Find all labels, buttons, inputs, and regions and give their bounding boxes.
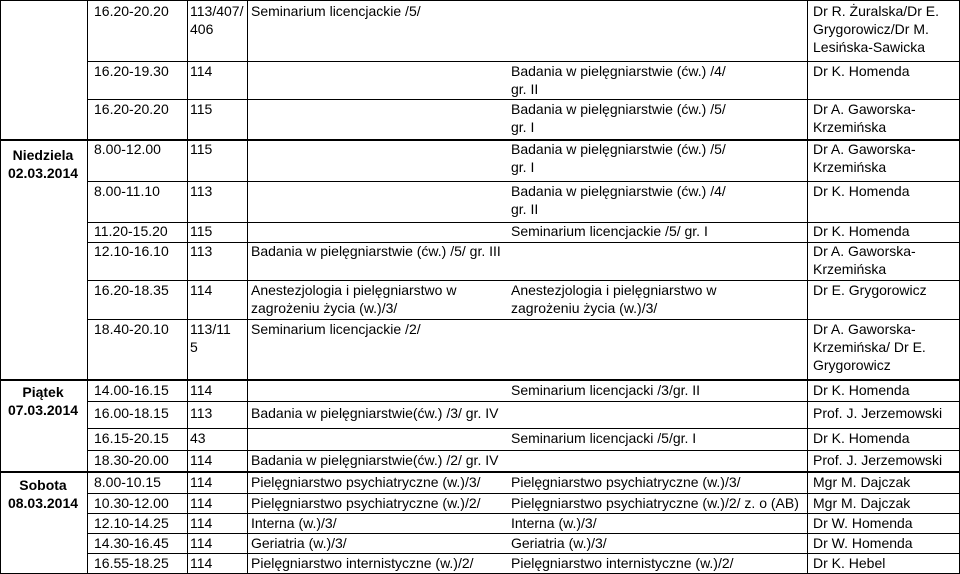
day-date: 02.03.2014 bbox=[7, 165, 79, 181]
time-cell: 16.15-20.15 bbox=[94, 430, 169, 446]
day-date: 08.03.2014 bbox=[7, 495, 79, 511]
room-column-divider bbox=[247, 1, 248, 573]
time-cell: 16.55-18.25 bbox=[94, 555, 169, 571]
time-cell: 10.30-12.00 bbox=[94, 495, 169, 511]
course-cell: Anestezjologia i pielęgniarstwo w zagrożeniu życia (w.)/3/ bbox=[511, 282, 717, 316]
teacher-cell: Dr K. Homenda bbox=[813, 430, 910, 446]
room-cell: 114 bbox=[190, 452, 213, 468]
course-cell: Badania w pielęgniarstwie (ćw.) /5/ gr. I bbox=[511, 101, 726, 135]
time-cell: 16.20-18.35 bbox=[94, 282, 169, 298]
course-cell: Seminarium licencjackie /2/ bbox=[251, 321, 421, 337]
course-cell: Seminarium licencjackie /5/ bbox=[251, 3, 421, 19]
time-cell: 8.00-12.00 bbox=[94, 141, 161, 157]
course-cell: Interna (w.)/3/ bbox=[251, 515, 337, 531]
room-cell: 114 bbox=[190, 63, 213, 79]
course-cell: Pielęgniarstwo internistyczne (w.)/2/ bbox=[251, 555, 474, 571]
time-cell: 16.20-20.20 bbox=[94, 101, 169, 117]
day-name: Niedziela bbox=[12, 147, 74, 163]
course-cell: Pielęgniarstwo internistyczne (w.)/2/ bbox=[511, 555, 734, 571]
time-cell: 14.00-16.15 bbox=[94, 382, 169, 398]
course-cell: Seminarium licencjacki /5/gr. I bbox=[511, 430, 697, 446]
room-cell: 114 bbox=[190, 382, 213, 398]
time-cell: 16.20-20.20 bbox=[94, 3, 169, 19]
room-cell: 114 bbox=[190, 555, 213, 571]
time-cell: 8.00-11.10 bbox=[94, 183, 160, 199]
teacher-cell: Dr K. Homenda bbox=[813, 183, 910, 199]
course-cell: Anestezjologia i pielęgniarstwo w zagrożeniu życia (w.)/3/ bbox=[251, 282, 457, 316]
course-cell: Badania w pielęgniarstwie (ćw.) /4/ gr. II bbox=[511, 63, 726, 97]
teacher-cell: Mgr M. Dajczak bbox=[813, 495, 911, 511]
teacher-cell: Dr E. Grygorowicz bbox=[813, 282, 927, 298]
row-separator bbox=[87, 401, 959, 402]
day-date: 07.03.2014 bbox=[7, 402, 79, 418]
teacher-cell: Dr A. Gaworska- Krzemińska bbox=[813, 243, 916, 277]
course-cell: Seminarium licencjackie /5/ gr. I bbox=[511, 223, 708, 239]
course-cell: Badania w pielęgniarstwie(ćw.) /2/ gr. IV bbox=[251, 452, 499, 468]
time-cell: 18.30-20.00 bbox=[94, 452, 169, 468]
course-cell: Geriatria (w.)/3/ bbox=[251, 535, 347, 551]
time-cell: 18.40-20.10 bbox=[94, 321, 169, 337]
time-cell: 16.00-18.15 bbox=[94, 405, 169, 421]
room-cell: 113 bbox=[190, 183, 213, 199]
day-name: Piątek bbox=[22, 384, 64, 400]
course-cell: Pielęgniarstwo psychiatryczne (w.)/2/ z. o (AB) bbox=[511, 495, 799, 511]
course-cell: Pielęgniarstwo psychiatryczne (w.)/3/ bbox=[251, 474, 481, 490]
day-column-divider bbox=[87, 1, 88, 573]
teacher-cell: Prof. J. Jerzemowski bbox=[813, 452, 943, 468]
time-cell: 14.30-16.45 bbox=[94, 535, 169, 551]
time-cell: 11.20-15.20 bbox=[94, 223, 168, 239]
course-cell: Seminarium licencjacki /3/gr. II bbox=[511, 382, 701, 398]
room-cell: 114 bbox=[190, 535, 213, 551]
time-cell: 16.20-19.30 bbox=[94, 63, 169, 79]
teacher-cell: Dr W. Homenda bbox=[813, 515, 913, 531]
room-cell: 43 bbox=[190, 430, 206, 446]
room-cell: 115 bbox=[190, 223, 213, 239]
teacher-cell: Dr A. Gaworska- Krzemińska bbox=[813, 101, 916, 135]
teacher-cell: Dr K. Homenda bbox=[813, 223, 910, 239]
room-cell: 113/407/ 406 bbox=[190, 3, 244, 37]
day-name: Sobota bbox=[19, 477, 67, 493]
teacher-cell: Dr R. Żuralska/Dr E. Grygorowicz/Dr M. Lesińska-Sawicka bbox=[813, 3, 940, 55]
room-cell: 114 bbox=[190, 495, 213, 511]
time-cell: 12.10-16.10 bbox=[94, 243, 169, 259]
teacher-cell: Dr K. Hebel bbox=[813, 555, 886, 571]
teacher-cell: Prof. J. Jerzemowski bbox=[813, 405, 943, 421]
teacher-cell: Dr K. Homenda bbox=[813, 63, 910, 79]
course-cell: Badania w pielęgniarstwie (ćw.) /5/ gr. I bbox=[511, 141, 726, 175]
course-cell: Interna (w.)/3/ bbox=[511, 515, 597, 531]
teacher-column-divider bbox=[807, 1, 808, 573]
course-cell: Badania w pielęgniarstwie (ćw.) /4/ gr. II bbox=[511, 183, 726, 217]
room-cell: 113/11 5 bbox=[190, 321, 231, 355]
teacher-cell: Dr A. Gaworska- Krzemińska/ Dr E. Grygorowicz bbox=[813, 321, 926, 373]
room-cell: 115 bbox=[190, 141, 213, 157]
course-cell: Pielęgniarstwo psychiatryczne (w.)/2/ bbox=[251, 495, 481, 511]
room-cell: 115 bbox=[190, 101, 213, 117]
course-cell: Badania w pielęgniarstwie(ćw.) /3/ gr. IV bbox=[251, 405, 499, 421]
time-cell: 8.00-10.15 bbox=[94, 474, 161, 490]
room-cell: 113 bbox=[190, 405, 213, 421]
time-cell: 12.10-14.25 bbox=[94, 515, 169, 531]
room-cell: 113 bbox=[190, 243, 213, 259]
time-column-divider bbox=[187, 1, 188, 573]
room-cell: 114 bbox=[190, 282, 213, 298]
teacher-cell: Dr A. Gaworska- Krzemińska bbox=[813, 141, 916, 175]
room-cell: 114 bbox=[190, 474, 213, 490]
teacher-cell: Mgr M. Dajczak bbox=[813, 474, 911, 490]
room-cell: 114 bbox=[190, 515, 213, 531]
teacher-cell: Dr W. Homenda bbox=[813, 535, 913, 551]
course-cell: Geriatria (w.)/3/ bbox=[511, 535, 607, 551]
course-cell: Pielęgniarstwo psychiatryczne (w.)/3/ bbox=[511, 474, 741, 490]
teacher-cell: Dr K. Homenda bbox=[813, 382, 910, 398]
course-cell: Badania w pielęgniarstwie (ćw.) /5/ gr. III bbox=[251, 243, 501, 259]
